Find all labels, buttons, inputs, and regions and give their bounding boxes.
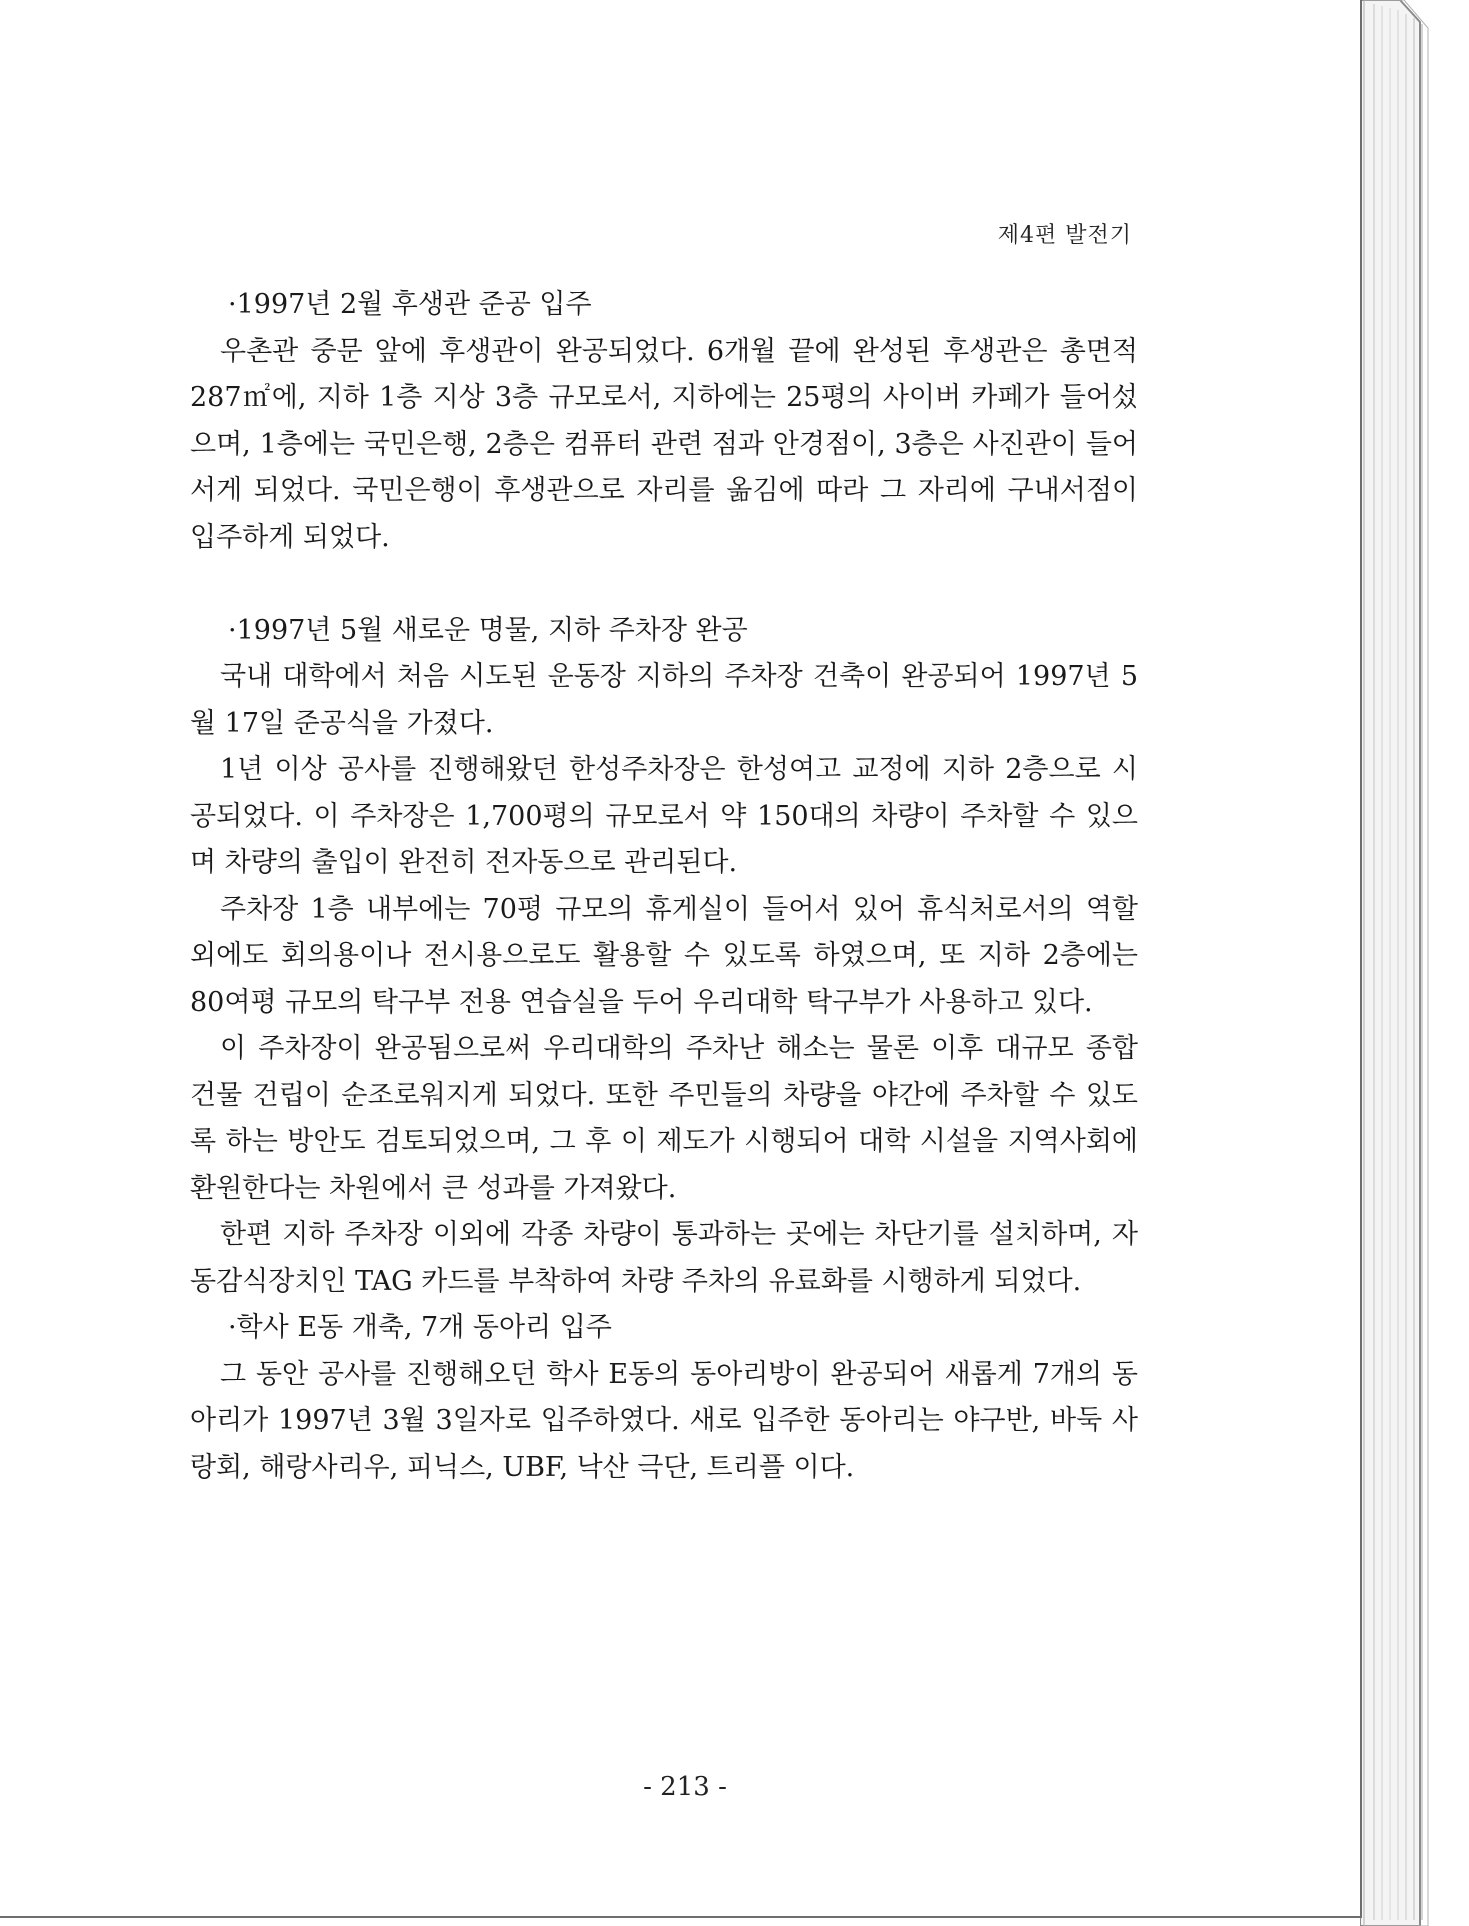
section-spacer	[190, 561, 1138, 608]
paragraph: 국내 대학에서 처음 시도된 운동장 지하의 주차장 건축이 완공되어 1997년 5월 17일 준공식을 가졌다.	[190, 661, 1138, 739]
paragraph: 이 주차장이 완공됨으로써 우리대학의 주차난 해소는 물론 이후 대규모 종합 건물 건립이 순조로워지게 되었다. 또한 주민들의 차량을 야간에 주차할 수 있도록 하는 방안도 검토되었으며, 그 후 이 제도가 시행되어 대학 시설을 지역사회에 환원한다는 차원에서 큰 성과를 가져왔다.	[190, 1033, 1138, 1204]
section-heading: ·1997년 5월 새로운 명물, 지하 주차장 완공	[228, 614, 748, 646]
page-number: - 213 -	[643, 1772, 727, 1802]
paragraph: 주차장 1층 내부에는 70평 규모의 휴게실이 들어서 있어 휴식처로서의 역할 외에도 회의용이나 전시용으로도 활용할 수 있도록 하였으며, 또 지하 2층에는 80여평 규모의 탁구부 전용 연습실을 두어 우리대학 탁구부가 사용하고 있다.	[190, 893, 1138, 1018]
paragraph: 한편 지하 주차장 이외에 각종 차량이 통과하는 곳에는 차단기를 설치하며, 자동감식장치인 TAG 카드를 부착하여 차량 주차의 유료화를 시행하게 되었다.	[190, 1219, 1138, 1297]
paragraph: 1년 이상 공사를 진행해왔던 한성주차장은 한성여고 교정에 지하 2층으로 시공되었다. 이 주차장은 1,700평의 규모로서 약 150대의 차량이 주차할 수 있으며 차량의 출입이 완전히 전자동으로 관리된다.	[190, 754, 1138, 878]
section-heading: ·1997년 2월 후생관 준공 입주	[228, 289, 592, 320]
book-page-edges	[1360, 0, 1450, 1926]
paragraph: 우촌관 중문 앞에 후생관이 완공되었다. 6개월 끝에 완성된 후생관은 총면적 287㎡에, 지하 1층 지상 3층 규모로서, 지하에는 25평의 사이버 카페가 들어섰으며, 1층에는 국민은행, 2층은 컴퓨터 관련 점과 안경점이, 3층은 사진관이 들어서게 되었다. 국민은행이 후생관으로 자리를 옮김에 따라 그 자리에 구내서점이 입주하게 되었다.	[190, 335, 1138, 553]
body-text	[190, 282, 1138, 1491]
running-head: 제4편 발전기	[997, 223, 1132, 248]
paragraph: 그 동안 공사를 진행해오던 학사 E동의 동아리방이 완공되어 새롭게 7개의 동아리가 1997년 3월 3일자로 입주하였다. 새로 입주한 동아리는 야구반, 바둑 사랑회, 해랑사리우, 피닉스, UBF, 낙산 극단, 트리플 이다.	[190, 1358, 1138, 1483]
section-heading: ·학사 E동 개축, 7개 동아리 입주	[228, 1312, 612, 1343]
